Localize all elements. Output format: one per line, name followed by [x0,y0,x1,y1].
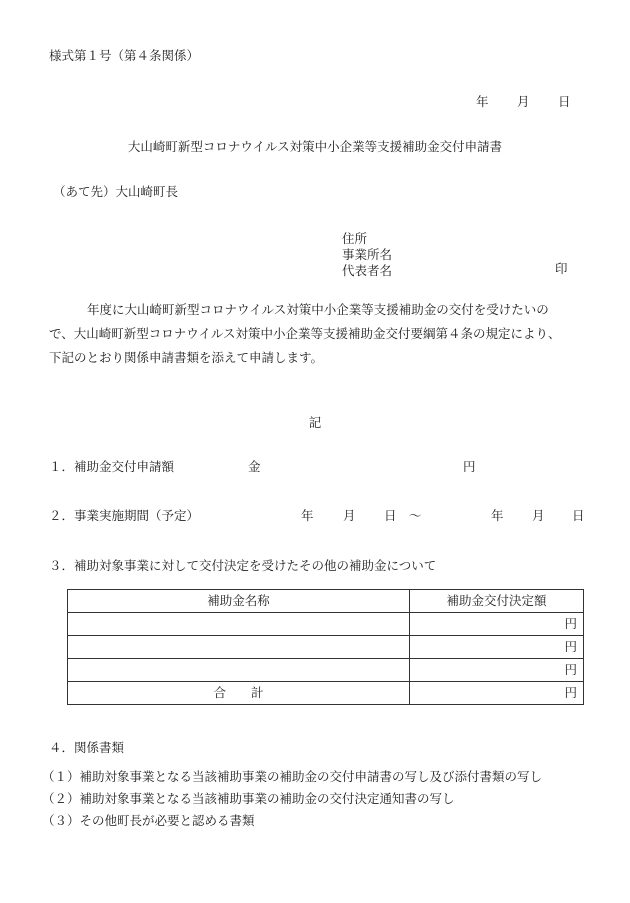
item2-start-year: 年 [301,508,314,523]
other-subsidies-table [67,589,584,705]
item2-end-year: 年 [491,508,504,523]
table-total-row [68,682,584,705]
item-application-amount [49,459,476,474]
total-amount-cell[interactable]: 円 [410,682,584,705]
representative-label: 代表者名 [342,263,393,278]
item-related-documents: ４．関係書類 [49,740,125,755]
document-item-2: （２）補助対象事業となる当該補助事業の補助金の交付決定通知書の写し [42,791,455,806]
ki-heading: 記 [308,415,322,430]
item1-label: １．補助金交付申請額 [49,459,175,474]
document-item-3: （３）その他町長が必要と認める書類 [42,813,255,828]
date-month-label: 月 [517,94,530,109]
total-label: 合 計 [68,682,410,705]
documents-list [42,766,542,832]
subsidy-amount-cell[interactable]: 円 [410,636,584,659]
applicant-block [342,231,568,279]
table-row [68,613,584,636]
statement-line-1: 年度に大山崎町新型コロナウイルス対策中小企業等支援補助金の交付を受けたいの [87,302,549,317]
date-day-label: 日 [558,94,571,109]
header-decision-amount: 補助金交付決定額 [410,590,584,613]
date-year-label: 年 [476,94,489,109]
table-row [68,659,584,682]
subsidy-amount-cell[interactable]: 円 [410,613,584,636]
subsidy-name-cell[interactable] [68,613,410,636]
header-subsidy-name: 補助金名称 [68,590,410,613]
subsidy-name-cell[interactable] [68,636,410,659]
office-name-label: 事業所名 [342,247,393,262]
document-item-1: （１）補助対象事業となる当該補助事業の補助金の交付申請書の写し及び添付書類の写し [42,769,543,784]
statement-line-2: で、大山崎町新型コロナウイルス対策中小企業等支援補助金交付要綱第４条の規定により、 [49,326,561,341]
subsidy-amount-cell[interactable]: 円 [410,659,584,682]
item2-tilde: ～ [409,508,422,523]
item2-end-month: 月 [532,508,545,523]
item2-end-day: 日 [572,508,585,523]
addressee: （あて先）大山崎町長 [53,184,179,199]
item2-start-month: 月 [343,508,356,523]
table-row [68,636,584,659]
document-title: 大山崎町新型コロナウイルス対策中小企業等支援補助金交付申請書 [127,139,503,154]
table-header-row [68,590,584,613]
address-label: 住所 [342,231,368,246]
subsidy-name-cell[interactable] [68,659,410,682]
item2-label: ２．事業実施期間（予定） [49,508,200,523]
item2-start-day: 日 [384,508,397,523]
item1-yen: 円 [463,459,476,474]
seal-mark: 印 [555,261,568,276]
item-other-subsidies: ３．補助対象事業に対して交付決定を受けたその他の補助金について [49,558,437,573]
item1-kin: 金 [248,459,261,474]
statement-line-3: 下記のとおり関係申請書類を添えて申請します。 [49,350,324,365]
application-statement [49,298,589,370]
form-number: 様式第１号（第４条関係） [49,48,200,63]
